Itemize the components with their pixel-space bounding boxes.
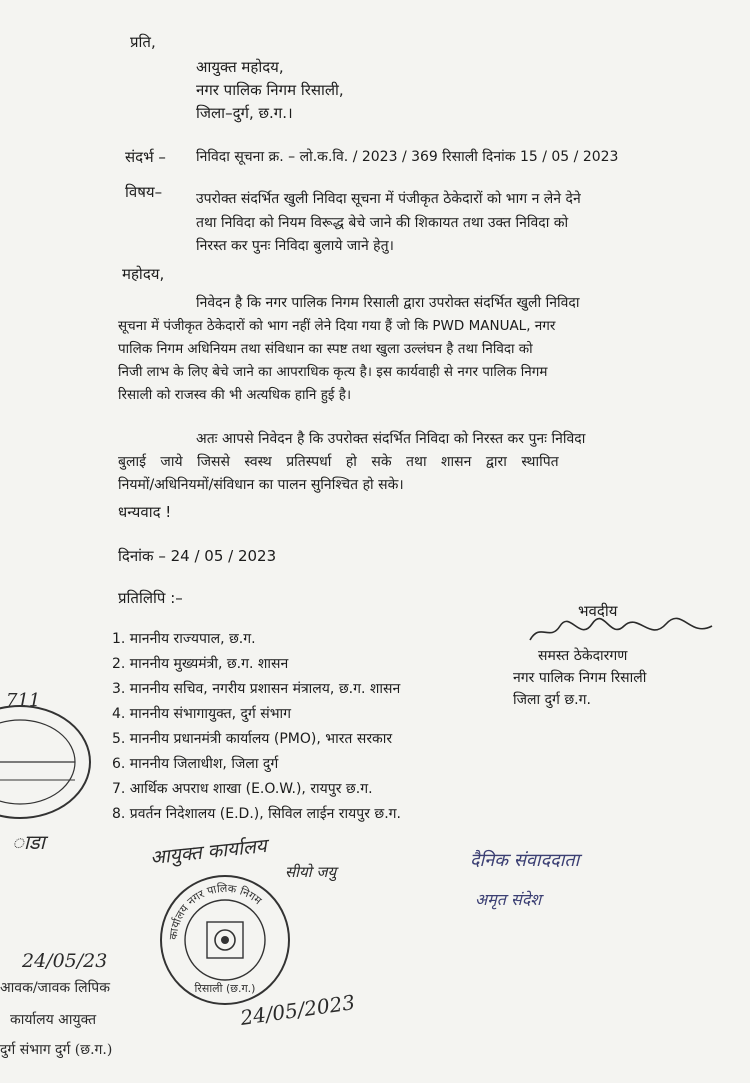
salutation: महोदय, xyxy=(122,265,165,283)
copy-label: प्रतिलिपि :– xyxy=(118,589,183,607)
office-note-2: सीयो जयु xyxy=(285,863,337,881)
reference-label: संदर्भ – xyxy=(125,148,166,166)
copy-item-6: 6. माननीय जिलाधीश, जिला दुर्ग xyxy=(112,756,279,772)
copy-item-3: 3. माननीय सचिव, नगरीय प्रशासन मंत्रालय, छ.ग. शासन xyxy=(112,681,401,697)
addressee-line-3: जिला–दुर्ग, छ.ग.। xyxy=(196,104,293,122)
copy-item-8: 8. प्रवर्तन निदेशालय (E.D.), सिविल लाईन रायपुर छ.ग. xyxy=(112,806,401,822)
subject-line-3: निरस्त कर पुनः निविदा बुलाये जाने हेतु। xyxy=(196,238,394,254)
stamp-bottom-text: रिसाली (छ.ग.) xyxy=(194,982,256,995)
signatory-line-1: समस्त ठेकेदारगण xyxy=(538,648,628,664)
left-mark-mid: ाडा xyxy=(12,830,45,854)
left-label-1: आवक/जावक लिपिक xyxy=(0,980,111,996)
press-line-2: अमृत संदेश xyxy=(475,890,542,909)
left-mark-top: 711 xyxy=(6,690,41,711)
left-label-2: कार्यालय आयुक्त xyxy=(10,1012,97,1028)
copy-item-1: 1. माननीय राज्यपाल, छ.ग. xyxy=(112,631,256,647)
office-seal-stamp xyxy=(155,870,295,1010)
press-line-1: दैनिक संवाददाता xyxy=(470,850,580,871)
stamp-arc-text: कार्यालय नगर पालिक निगम xyxy=(166,881,265,941)
to-label: प्रति, xyxy=(130,33,156,51)
body1-line-1: निवेदन है कि नगर पालिक निगम रिसाली द्वारा उपरोक्त संदर्भित खुली निविदा xyxy=(196,295,580,311)
subject-line-2: तथा निविदा को नियम विरूद्ध बेचे जाने की शिकायत तथा उक्त निविदा को xyxy=(196,215,569,231)
body2-line-1: अतः आपसे निवेदन है कि उपरोक्त संदर्भित निविदा को निरस्त कर पुनः निविदा xyxy=(196,431,586,447)
copy-item-2: 2. माननीय मुख्यमंत्री, छ.ग. शासन xyxy=(112,656,289,672)
body2-line-3: नियमों/अधिनियमों/संविधान का पालन सुनिश्चित हो सके। xyxy=(118,477,404,493)
body1-line-4: निजी लाभ के लिए बेचे जाने का आपराधिक कृत्य है। इस कार्यवाही से नगर पालिक निगम xyxy=(118,364,548,380)
copy-item-5: 5. माननीय प्रधानमंत्री कार्यालय (PMO), भारत सरकार xyxy=(112,731,393,747)
signatory-line-2: नगर पालिक निगम रिसाली xyxy=(513,670,647,686)
subject-label: विषय– xyxy=(125,183,163,201)
subject-line-1: उपरोक्त संदर्भित खुली निविदा सूचना में पंजीकृत ठेकेदारों को भाग न लेने देने xyxy=(196,191,581,207)
body1-line-2: सूचना में पंजीकृत ठेकेदारों को भाग नहीं लेने दिया गया हैं जो कि PWD MANUAL, नगर xyxy=(118,318,556,334)
body2-line-2: बुलाई जाये जिससे स्वस्थ प्रतिस्पर्धा हो सके तथा शासन द्वारा स्थापित xyxy=(118,454,559,470)
received-date: 24/05/2023 xyxy=(238,990,357,1030)
date-line: दिनांक – 24 / 05 / 2023 xyxy=(118,547,277,565)
left-date: 24/05/23 xyxy=(22,950,108,972)
signatory-line-3: जिला दुर्ग छ.ग. xyxy=(513,692,591,708)
thanks: धन्यवाद ! xyxy=(118,503,172,521)
addressee-line-2: नगर पालिक निगम रिसाली, xyxy=(196,81,344,99)
copy-item-7: 7. आर्थिक अपराध शाखा (E.O.W.), रायपुर छ.ग. xyxy=(112,781,373,797)
svg-text:कार्यालय नगर पालिक निगम xyxy=(167,882,265,941)
left-partial-stamp xyxy=(0,700,95,830)
reference-text: निविदा सूचना क्र. – लो.क.वि. / 2023 / 369 रिसाली दिनांक 15 / 05 / 2023 xyxy=(196,149,619,165)
addressee-line-1: आयुक्त महोदय, xyxy=(196,58,284,76)
left-label-3: दुर्ग संभाग दुर्ग (छ.ग.) xyxy=(0,1042,113,1058)
body1-line-5: रिसाली को राजस्व की भी अत्यधिक हानि हुई है। xyxy=(118,387,352,403)
office-note: आयुक्त कार्यालय xyxy=(149,834,268,870)
copy-item-4: 4. माननीय संभागायुक्त, दुर्ग संभाग xyxy=(112,706,292,722)
sign-off: भवदीय xyxy=(578,602,618,620)
body1-line-3: पालिक निगम अधिनियम तथा संविधान का स्पष्ट तथा खुला उल्लंघन है तथा निविदा को xyxy=(118,341,533,357)
